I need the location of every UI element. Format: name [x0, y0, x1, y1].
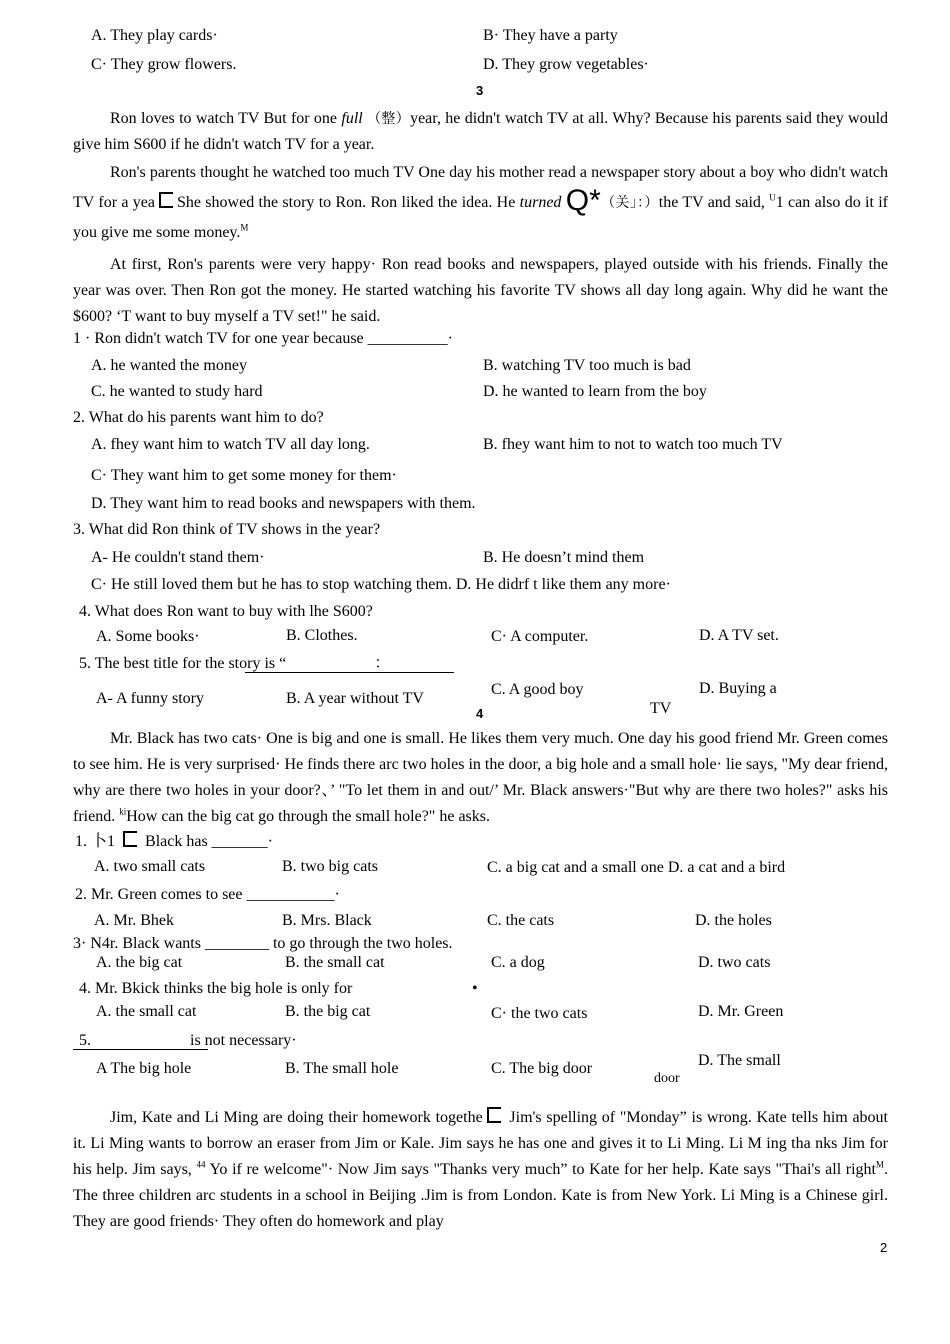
paragraph: Jim, Kate and Li Ming are doing their homework togethe Jim's spelling of "Monday” is wrong. Kate tells him about it. Li Ming wants to borrow an eraser from Jim or Kale. Jim says he has one and gives it to Li Ming. Li M ing tha nks Jim for his help. Jim says, $^{44}$ Yo if re welcome"· Now Jim says "Thanks very much” to Kate for her help. Kate says "Thai's all right$^M$. The three children arc students in a school in Beijing .Jim is from London. Kate is from New York. Li Ming is a Chinese girl. They are good friends· They often do homework and play	[73, 1109, 889, 1230]
option-d: D. They grow vegetables·	[483, 56, 649, 73]
answer-option: A. two small cats	[94, 858, 206, 875]
answer-option: A. fhey want him to watch TV all day long.	[91, 436, 370, 453]
page-number: 2	[880, 1240, 888, 1255]
option-a: A. They play cards·	[91, 27, 218, 44]
answer-option: C· the two cats	[491, 1005, 588, 1022]
question: 3. What did Ron think of TV shows in the year?	[73, 521, 381, 538]
glyph-box-icon	[159, 192, 173, 208]
answer-option: C. a dog	[491, 954, 545, 971]
paragraph: At first, Ron's parents were very happy· Ron read books and newspapers, played outside with his friends. Finally the year was over. Then Ron got the money. He started watching his favorite TV shows all day long again. Why did he want the $600? ‘T want to buy myself a TV set!" he said.	[73, 256, 888, 325]
question: 1. 卜1 Black has _______·	[75, 833, 273, 850]
answer-option: A- He couldn't stand them·	[91, 549, 265, 566]
answer-option: C. A good boy	[491, 681, 584, 698]
answer-option: C· They want him to get some money for them·	[91, 467, 397, 484]
answer-option: A- A funny story	[96, 690, 204, 707]
question: 5. The best title for the story is “ ：	[79, 655, 391, 672]
passage-jim-kate	[73, 1105, 888, 1235]
question: 2. What do his parents want him to do?	[73, 409, 324, 426]
answer-option: B. watching TV too much is bad	[483, 357, 691, 374]
blank-line	[245, 672, 454, 673]
answer-option: A. he wanted the money	[91, 357, 247, 374]
answer-option: C· A computer.	[491, 628, 589, 645]
passage-mr-black	[73, 726, 888, 830]
answer-option: A. the small cat	[96, 1003, 197, 1020]
paragraph: Ron's parents thought he watched too much TV One day his mother read a newspaper story about a boy who didn't watch TV for a yea She showed the story to Ron. Ron liked the idea. He turned Q*（关」：）the TV and said, $^U$1 can also do it if you give me some money.$^M$	[73, 164, 889, 241]
answer-option: B. fhey want him to not to watch too much TV	[483, 436, 783, 453]
glyph-box-icon	[487, 1107, 501, 1123]
answer-option: B. He doesn’t mind them	[483, 549, 645, 566]
answer-option: B. two big cats	[282, 858, 378, 875]
answer-option: D. A TV set.	[699, 627, 779, 644]
answer-option-clipped: door	[654, 1071, 680, 1086]
question: 1 · Ron didn't watch TV for one year because __________·	[73, 330, 453, 347]
section-number: 4	[476, 706, 484, 721]
answer-option: A. Mr. Bhek	[94, 912, 174, 929]
answer-option: B. the small cat	[285, 954, 385, 971]
answer-option-continued: TV	[650, 700, 672, 717]
answer-option: D. The small	[698, 1052, 781, 1069]
answer-option: B. A year without TV	[286, 690, 424, 707]
paragraph: Ron loves to watch TV But for one full （整）year, he didn't watch TV at all. Why? Because his parents said they would give him S600 if he didn't watch TV for a year.	[73, 110, 889, 153]
stray-dot: •	[472, 980, 478, 997]
answer-option: D. he wanted to learn from the boy	[483, 383, 707, 400]
answer-option: C. he wanted to study hard	[91, 383, 263, 400]
option-c: C· They grow flowers.	[91, 56, 237, 73]
question: is not necessary·	[190, 1032, 297, 1049]
answer-option: C· He still loved them but he has to stop watching them. D. He didrf t like them any more·	[91, 576, 671, 593]
answer-option: C. The big door	[491, 1060, 593, 1077]
answer-option: A. the big cat	[96, 954, 183, 971]
answer-option: D. They want him to read books and newspapers with them.	[91, 495, 476, 512]
answer-option: B. Clothes.	[286, 627, 358, 644]
answer-option: B. the big cat	[285, 1003, 371, 1020]
answer-option: D. the holes	[695, 912, 772, 929]
question-number: 5.	[79, 1032, 91, 1049]
answer-option: A The big hole	[96, 1060, 192, 1077]
question: 4. Mr. Bkick thinks the big hole is only for	[79, 980, 353, 997]
glyph-box-icon	[123, 831, 137, 847]
question: 3· N4r. Black wants ________ to go through the two holes.	[73, 935, 453, 952]
paragraph: Mr. Black has two cats· One is big and one is small. He likes them very much. One day his good friend Mr. Green comes to see him. He is very surprised· He finds there arc two holes in the door, a big hole and a small hole· lie says, "My dear friend, why are there two holes in your door?、’ "To let them in and out/’ Mr. Black answers·"But why are there two holes?" asks his friend. $^{ki}$How can the big cat go through the small hole?" he asks.	[73, 730, 888, 825]
answer-option: C. a big cat and a small one D. a cat and a bird	[487, 859, 786, 876]
answer-option: D. two cats	[698, 954, 771, 971]
question: 2. Mr. Green comes to see ___________·	[75, 886, 340, 903]
answer-option: B. The small hole	[285, 1060, 399, 1077]
passage-ron	[73, 106, 888, 330]
option-b: B· They have a party	[483, 27, 618, 44]
answer-option: A. Some books·	[96, 628, 200, 645]
answer-option: B. Mrs. Black	[282, 912, 372, 929]
section-number: 3	[476, 83, 484, 98]
answer-option: C. the cats	[487, 912, 555, 929]
blank-line	[73, 1049, 208, 1050]
answer-option: D. Buying a	[699, 680, 777, 697]
answer-option: D. Mr. Green	[698, 1003, 784, 1020]
question: 4. What does Ron want to buy with lhe S600?	[79, 603, 373, 620]
